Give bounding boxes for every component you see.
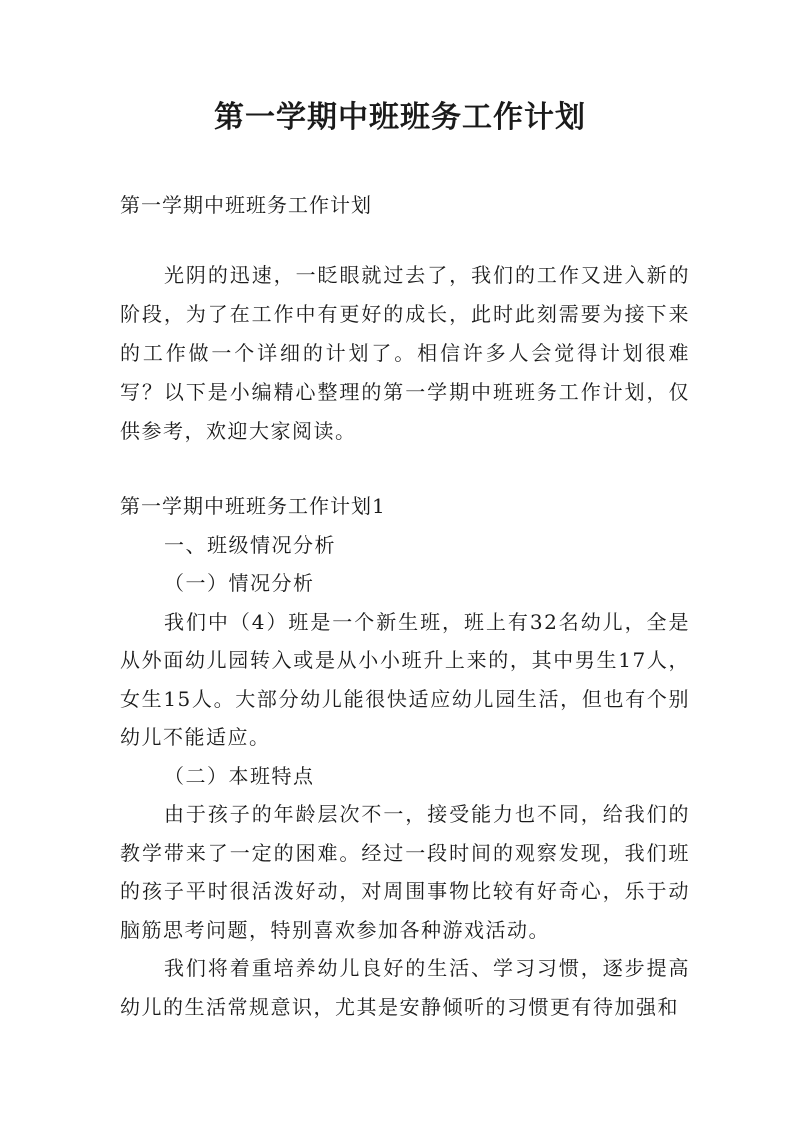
document-subtitle: 第一学期中班班务工作计划 xyxy=(120,193,372,217)
intro-section xyxy=(120,256,690,451)
section1-heading: 一、班级情况分析 xyxy=(164,532,336,557)
plan-heading: 第一学期中班班务工作计划1 xyxy=(120,494,386,518)
sub2-paragraph1: 由于孩子的年龄层次不一，接受能力也不同，给我们的教学带来了一定的困难。经过一段时间的观察发现，我们班的孩子平时很活泼好动，对周围事物比较有好奇心，乐于动脑筋思考问题，特别喜欢参加各种游戏活动。 xyxy=(120,802,690,942)
intro-paragraph: 光阴的迅速，一眨眼就过去了，我们的工作又进入新的阶段，为了在工作中有更好的成长，此时此刻需要为接下来的工作做一个详细的计划了。相信许多人会觉得计划很难写？以下是小编精心整理的第一学期中班班务工作计划，仅供参考，欢迎大家阅读。 xyxy=(120,263,690,443)
plan-body xyxy=(120,487,690,1026)
sub2-heading: （二）本班特点 xyxy=(164,763,315,788)
document-title: 第一学期中班班务工作计划 xyxy=(214,100,586,135)
sub2-paragraph2: 我们将着重培养幼儿良好的生活、学习习惯，逐步提高幼儿的生活常规意识，尤其是安静倾听的习惯更有待加强和 xyxy=(120,956,690,1019)
sub1-heading: （一）情况分析 xyxy=(164,571,315,595)
sub1-paragraph: 我们中（4）班是一个新生班，班上有32名幼儿，全是从外面幼儿园转入或是从小小班升上来的，其中男生17人，女生15人。大部分幼儿能很快适应幼儿园生活，但也有个别幼儿不能适应。 xyxy=(120,609,690,749)
